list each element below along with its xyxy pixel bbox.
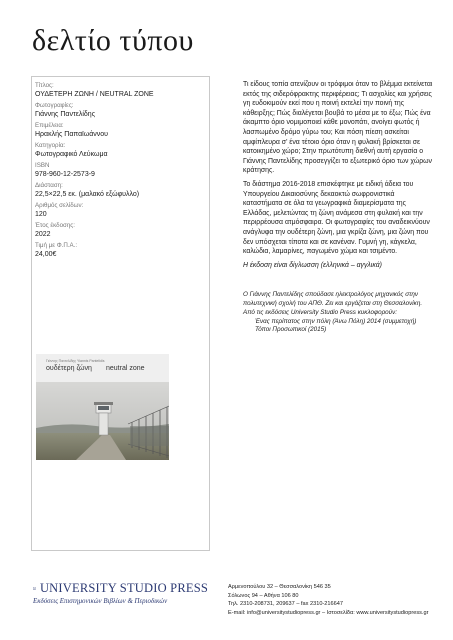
meta-label: Έτος έκδοσης: (35, 222, 75, 229)
meta-value: 978-960-12-2573-9 (35, 171, 95, 178)
cover-authors: Γιάννης Παντελίδης Yiannis Pantelidis (46, 359, 105, 363)
meta-value: ΟΥΔΕΤΕΡΗ ΖΩΝΗ / NEUTRAL ZONE (35, 91, 154, 98)
contact-address-thessaloniki: Αρμενοπούλου 32 – Θεσσαλονίκη 546 35 (228, 584, 331, 590)
contact-address-athens: Σόλωνος 94 – Αθήνα 106 80 (228, 592, 299, 599)
body-paragraph: Το διάστημα 2016-2018 επισκέφτηκε με ειδική άδεια του Υπουργείου Δικαιοσύνης δεκαοκτώ σωφρονιστικά καταστήματα σε όλα τα γεωγραφικά διαμερίσματα της Ελλάδας, μελετώντας τη ζώνη ανάμεσα στη φυλακή και την περιρρέουσα ατμόσφαιρα. Οι φωτογραφίες του αναδεικνύουν ανάγλυφα την ουδέτερη ζώνη, μια γκρίζα ζώνη, μια ζώνη που δεν υπόσχεται τίποτα και σε κανέναν. Γυμνή γη, κάγκελα, καλώδια, λαμαρίνες, παγωμένο χώμα και τσιμέντο. (243, 180, 430, 256)
meta-label: Επιμέλεια: (35, 122, 64, 129)
press-release-body (243, 80, 435, 335)
meta-label: Τίτλος: (35, 82, 54, 89)
body-paragraph: Τι είδους τοπία ατενίζουν οι τρόφιμοι όταν το βλέμμα εκτείνεται εκτός της σιδερόφρακτης περιφέρειας; Τι ασχολίες και χρήσεις γη ευδοκιμούν εκεί που η ποινή εκτελεί την ποινή της κάθειρξης; Πώς διαλέγεται βουβά το μέσα με το έξω; Πώς ένα άκαμπτο όριο νομιμοποιεί κάθε μονοπάτι, ανοίγει φωτός ή λασπωμένο δρόμο γύρω του; Και πόση πίεση ασκείται αμφίπλευρα σ' ένα τέτοιο όριο όταν η φυλακή βρίσκεται σε κατοικημένο χώρο; Στην πρωτότυπη διεθνή αυτή εργασία ο Γιάννης Παντελίδης προσεγγίζει το εξωτερικό όριο των χώρων κράτησης. (243, 81, 433, 175)
meta-category (35, 142, 205, 159)
book-cover-image (36, 354, 169, 460)
meta-value: 120 (35, 211, 47, 218)
author-bio (243, 291, 435, 335)
meta-value: Γιάννης Παντελίδης (35, 111, 96, 118)
cover-title-greek: ουδέτερη ζώνη (46, 365, 92, 372)
meta-dimensions (35, 182, 205, 199)
meta-pages (35, 202, 205, 219)
contact-phone: Τηλ. 2310-208731, 209637 – fax 2310-216647 (228, 601, 343, 608)
meta-label: Τιμή με Φ.Π.Α.: (35, 242, 78, 249)
meta-value: 2022 (35, 231, 51, 238)
meta-value: Φωτογραφικό Λεύκωμα (35, 151, 108, 158)
meta-value: 22,5×22,5 εκ. (μαλακό εξώφυλλο) (35, 191, 140, 198)
bio-line: πολυτεχνική σχολή του ΑΠΘ. Ζει και εργάζεται στη Θεσσαλονίκη. (243, 300, 423, 308)
logo-row (33, 581, 208, 596)
meta-value: 24,00€ (35, 251, 57, 258)
meta-photographer (35, 102, 205, 119)
page-title: δελτίο τύπου (32, 24, 194, 57)
publisher-name: UNIVERSITY STUDIO PRESS (39, 581, 208, 595)
bilingual-note: Η έκδοση είναι δίγλωσση (ελληνικά – αγγλικά) (243, 261, 382, 269)
meta-label: Αριθμός σελίδων: (35, 202, 84, 209)
bio-line: Από τις εκδόσεις University Studio Press κυκλοφορούν: (243, 308, 398, 316)
meta-editor (35, 122, 205, 139)
meta-label: Κατηγορία: (35, 142, 66, 149)
publisher-logo (33, 581, 208, 605)
book-metadata (35, 82, 205, 262)
meta-label: Διάσταση: (35, 182, 63, 189)
meta-title (35, 82, 205, 99)
meta-isbn (35, 162, 205, 179)
cover-photo (36, 382, 169, 460)
meta-price (35, 242, 205, 259)
meta-label: ISBN (35, 162, 50, 169)
publisher-subtitle: Εκδόσεις Επιστημονικών Βιβλίων & Περιοδικών (33, 598, 168, 605)
cover-wall (130, 426, 169, 446)
meta-value: Ηρακλής Παπαϊωάννου (35, 131, 108, 138)
cover-title-english: neutral zone (106, 365, 145, 372)
publisher-mark-icon (33, 582, 36, 595)
bio-line: Ο Γιάννης Παντελίδης σπούδασε ηλεκτρολόγος μηχανικός στην (243, 291, 418, 299)
book-list-item: Τόποι Προσωπικοί (2015) (255, 326, 327, 334)
contact-email-website[interactable]: E-mail: info@universitystudiopress.gr – Ιστοσελίδα: www.universitystudiopress.gr (228, 609, 429, 616)
book-info-panel (31, 76, 210, 551)
publisher-contact (228, 583, 450, 617)
book-list-item: Ένας περίπατος στην πόλη (Άνω Πόλη) 2014 (συμμετοχή) (255, 317, 417, 325)
cover-header (36, 354, 169, 382)
meta-label: Φωτογραφίες: (35, 102, 74, 109)
meta-year (35, 222, 205, 239)
